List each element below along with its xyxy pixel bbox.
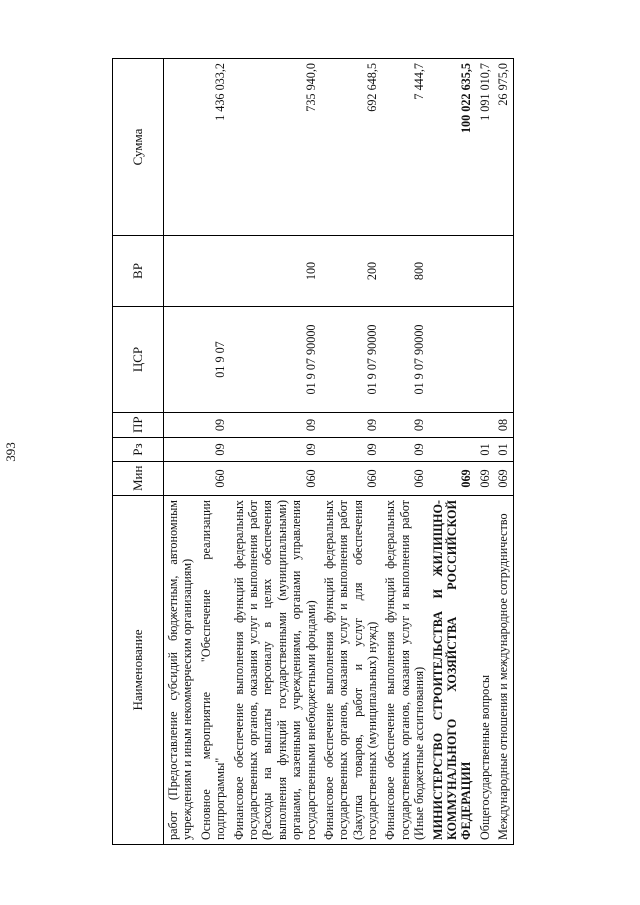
cell-csr: 01 9 07 — [197, 307, 230, 413]
cell-name: МИНИСТЕРСТВО СТРОИТЕЛЬСТВА И ЖИЛИЩНО-КОММУНАЛЬНОГО ХОЗЯЙСТВА РОССИЙСКОЙ ФЕДЕРАЦИИ — [429, 496, 476, 845]
cell-vr: 800 — [381, 236, 428, 307]
cell-vr — [429, 236, 476, 307]
cell-pr: 09 — [230, 413, 320, 438]
cell-rz — [429, 438, 476, 462]
cell-name: Финансовое обеспечение выполнения функций федеральных государственных органов, оказания услуг и выполнения работ (Расходы на выплаты персоналу в целях обеспечения выполнения функций государственными (муниципальными) органами, казенными учреждениями, органами управления государственными внебюджетными фондами) — [230, 496, 320, 845]
cell-pr — [476, 413, 494, 438]
cell-csr — [164, 307, 197, 413]
cell-sum — [164, 59, 197, 236]
budget-table-sheet — [112, 59, 594, 845]
cell-rz: 01 — [494, 438, 513, 462]
cell-min: 060 — [197, 462, 230, 496]
header-rz: Рз — [113, 438, 164, 462]
cell-name: Финансовое обеспечение выполнения функций федеральных государственных органов, оказания услуг и выполнения работ (Закупка товаров, работ и услуг для обеспечения государственных (муниципальных) нужд) — [320, 496, 382, 845]
cell-csr: 01 9 07 90000 — [230, 307, 320, 413]
cell-name: работ (Предоставление субсидий бюджетным, автономным учреждениям и иным некоммерческим организациям) — [164, 496, 197, 845]
cell-rz: 01 — [476, 438, 494, 462]
table-row — [164, 59, 197, 845]
cell-csr: 01 9 07 90000 — [320, 307, 382, 413]
cell-sum: 26 975,0 — [494, 59, 513, 236]
cell-min: 060 — [381, 462, 428, 496]
cell-pr: 09 — [320, 413, 382, 438]
header-vr: ВР — [113, 236, 164, 307]
cell-name: Международные отношения и международное сотрудничество — [494, 496, 513, 845]
table-row-ministry — [429, 59, 476, 845]
cell-csr — [429, 307, 476, 413]
cell-sum: 1 091 010,7 — [476, 59, 494, 236]
cell-sum: 735 940,0 — [230, 59, 320, 236]
cell-rz: 09 — [230, 438, 320, 462]
cell-csr — [494, 307, 513, 413]
cell-name: Финансовое обеспечение выполнения функций федеральных государственных органов, оказания услуг и выполнения работ (Иные бюджетные ассигнования) — [381, 496, 428, 845]
cell-pr: 08 — [494, 413, 513, 438]
cell-pr — [429, 413, 476, 438]
cell-csr: 01 9 07 90000 — [381, 307, 428, 413]
header-name: Наименование — [113, 496, 164, 845]
cell-pr: 09 — [381, 413, 428, 438]
header-min: Мин — [113, 462, 164, 496]
table-row — [381, 59, 428, 845]
cell-pr — [164, 413, 197, 438]
page-number: 393 — [3, 442, 18, 462]
cell-vr — [197, 236, 230, 307]
cell-pr: 09 — [197, 413, 230, 438]
cell-vr — [494, 236, 513, 307]
cell-min — [164, 462, 197, 496]
table-header-row — [113, 59, 164, 845]
table-row — [230, 59, 320, 845]
cell-vr — [164, 236, 197, 307]
cell-vr — [476, 236, 494, 307]
cell-sum: 692 648,5 — [320, 59, 382, 236]
cell-sum: 1 436 033,2 — [197, 59, 230, 236]
table-row — [476, 59, 494, 845]
budget-table — [112, 58, 514, 845]
table-row — [320, 59, 382, 845]
header-csr: ЦСР — [113, 307, 164, 413]
cell-min: 069 — [476, 462, 494, 496]
cell-rz: 09 — [381, 438, 428, 462]
cell-rz: 09 — [197, 438, 230, 462]
table-row — [494, 59, 513, 845]
cell-rz: 09 — [320, 438, 382, 462]
cell-min: 060 — [320, 462, 382, 496]
cell-csr — [476, 307, 494, 413]
table-row — [197, 59, 230, 845]
header-pr: ПР — [113, 413, 164, 438]
cell-min: 069 — [494, 462, 513, 496]
cell-name: Общегосударственные вопросы — [476, 496, 494, 845]
header-sum: Сумма — [113, 59, 164, 236]
cell-sum: 100 022 635,5 — [429, 59, 476, 236]
cell-rz — [164, 438, 197, 462]
cell-min: 069 — [429, 462, 476, 496]
cell-vr: 100 — [230, 236, 320, 307]
cell-vr: 200 — [320, 236, 382, 307]
cell-name: Основное мероприятие "Обеспечение реализации подпрограммы" — [197, 496, 230, 845]
cell-sum: 7 444,7 — [381, 59, 428, 236]
cell-min: 060 — [230, 462, 320, 496]
